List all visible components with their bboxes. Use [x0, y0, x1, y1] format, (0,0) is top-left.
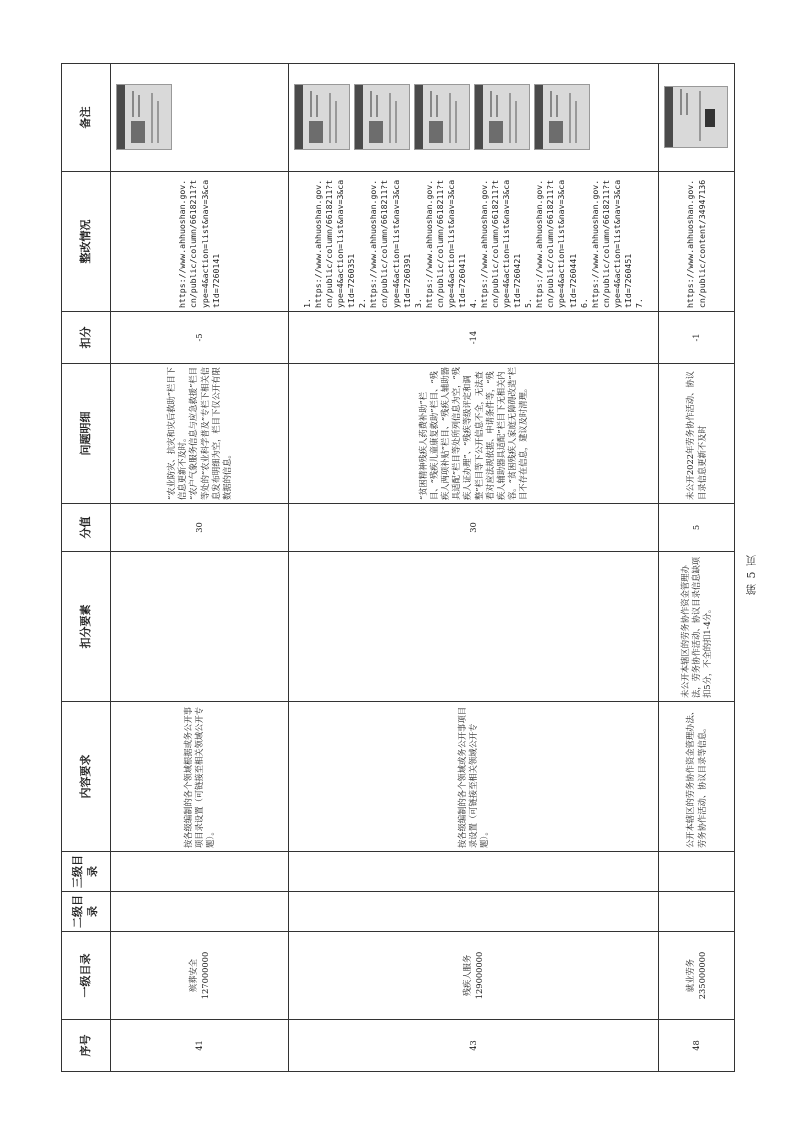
cell-content: 按各级编制的各个领域根据或务公开事项目录设置（可链接至相关领域公开专题）。	[111, 702, 289, 852]
screenshot-thumbnail	[294, 85, 350, 151]
cell-level3	[289, 852, 659, 892]
header-content: 内容要求	[62, 702, 111, 852]
header-score: 分值	[62, 504, 111, 552]
cell-level1: 就业劳务 235000000	[659, 932, 735, 1020]
cell-level2	[289, 892, 659, 932]
cell-score: 30	[111, 504, 289, 552]
table-row	[289, 64, 659, 1072]
cell-remark	[659, 64, 735, 172]
cell-score: 5	[659, 504, 735, 552]
cell-no: 43	[289, 1020, 659, 1072]
cell-level2	[111, 892, 289, 932]
cell-deduct-factor	[289, 552, 659, 702]
cell-deduct: -1	[659, 312, 735, 364]
cell-level2	[659, 892, 735, 932]
cell-deduct-factor: 未公开本辖区的劳务协作资金管理办法，劳务协作活动、协议目录信息缺项扣5分，不全的扣1-4分。	[659, 552, 735, 702]
screenshot-thumbnail	[414, 85, 470, 151]
cell-detail: “贫困精神残疾人药费补助”栏目、“残疾儿童康复救助”栏目、“残疾人两项补贴”栏目、“残疾人辅助器具适配”栏目等处所列信息为空，“残疾人证办理”、“残疾等级评定和调整”栏目等下公开信息不全，无法查看对应法规依据、申请条件等，“残疾人辅助器具适配”栏目下无相关内容。“贫困残疾人家庭无障碍改造”栏目不存在信息，建议及时清理。	[289, 364, 659, 504]
cell-detail: 未公开2022年劳务协作活动、协议目录信息更新不及时	[659, 364, 735, 504]
cell-deduct-factor	[111, 552, 289, 702]
screenshot-thumbnail	[116, 85, 172, 151]
cell-rectify-link[interactable]: 1. https://www.ahhuoshan.gov.cn/public/column/6618211?type=4&action=list&nav=3&catId=7260351 2. https://www.ahhuoshan.gov.cn/public/column/6618211?type=4&action=list&nav=3&catId=7260391 3. https://www.ahhuoshan.gov.cn/public/column/6618211?type=4&action=list&nav=3&catId=7260411 4. https://www.ahhuoshan.gov.cn/public/column/6618211?type=4&action=list&nav=3&catId=7260421 5. https://www.ahhuoshan.gov.cn/public/column/6618211?type=4&action=list&nav=3&catId=7260441 6. https://www.ahhuoshan.gov.cn/public/column/6618211?type=4&action=list&nav=3&catId=7260451 7.	[289, 172, 659, 312]
header-deduct-factor: 扣分要素	[62, 552, 111, 702]
cell-rectify-link[interactable]: https://www.ahhuoshan.gov.cn/public/column/6618211?type=4&action=list&nav=3&catId=7260141	[111, 172, 289, 312]
header-level3: 三级目录	[62, 852, 111, 892]
header-no: 序号	[62, 1020, 111, 1072]
header-level1: 一级目录	[62, 932, 111, 1020]
cell-no: 48	[659, 1020, 735, 1072]
rotated-table-wrapper	[61, 64, 722, 1072]
screenshot-thumbnail	[534, 85, 590, 151]
cell-level3	[659, 852, 735, 892]
screenshot-thumbnail	[474, 85, 530, 151]
cell-score: 30	[289, 504, 659, 552]
cell-level3	[111, 852, 289, 892]
table-row	[659, 64, 735, 1072]
cell-content: 按各级编制的各个领域或务公开事项目录设置（可链接至相关领域公开专题）。	[289, 702, 659, 852]
cell-content: 公开本辖区的劳务协作资金管理办法、劳务协作活动、协议目录等信息。	[659, 702, 735, 852]
header-level2: 二级目录	[62, 892, 111, 932]
header-detail: 问题明细	[62, 364, 111, 504]
cell-detail: “农业防灾、抗灾和灾后救助”栏目下信息更新不及时。 “农户气象服务信息与应急救援”栏目等处的“农业科学普及”专栏下相关信息发布明细为空，栏目下仅公开有限数据的信息。	[111, 364, 289, 504]
cell-level1: 残疾人服务 129000000	[289, 932, 659, 1020]
table-row	[111, 64, 289, 1072]
cell-deduct: -14	[289, 312, 659, 364]
page-number: 第 5 页	[745, 554, 758, 596]
screenshot-thumbnail	[664, 87, 728, 149]
header-remark: 备注	[62, 64, 111, 172]
cell-rectify-link[interactable]: https://www.ahhuoshan.gov.cn/public/content/34947136	[659, 172, 735, 312]
screenshot-thumbnail	[354, 85, 410, 151]
cell-remark	[111, 64, 289, 172]
cell-deduct: -5	[111, 312, 289, 364]
cell-no: 41	[111, 1020, 289, 1072]
cell-remark	[289, 64, 659, 172]
cell-level1: 殡葬安全 127000000	[111, 932, 289, 1020]
header-rectify: 整改情况	[62, 172, 111, 312]
header-deduct: 扣分	[62, 312, 111, 364]
table-header-row	[62, 64, 111, 1072]
rectification-table	[61, 63, 735, 1072]
